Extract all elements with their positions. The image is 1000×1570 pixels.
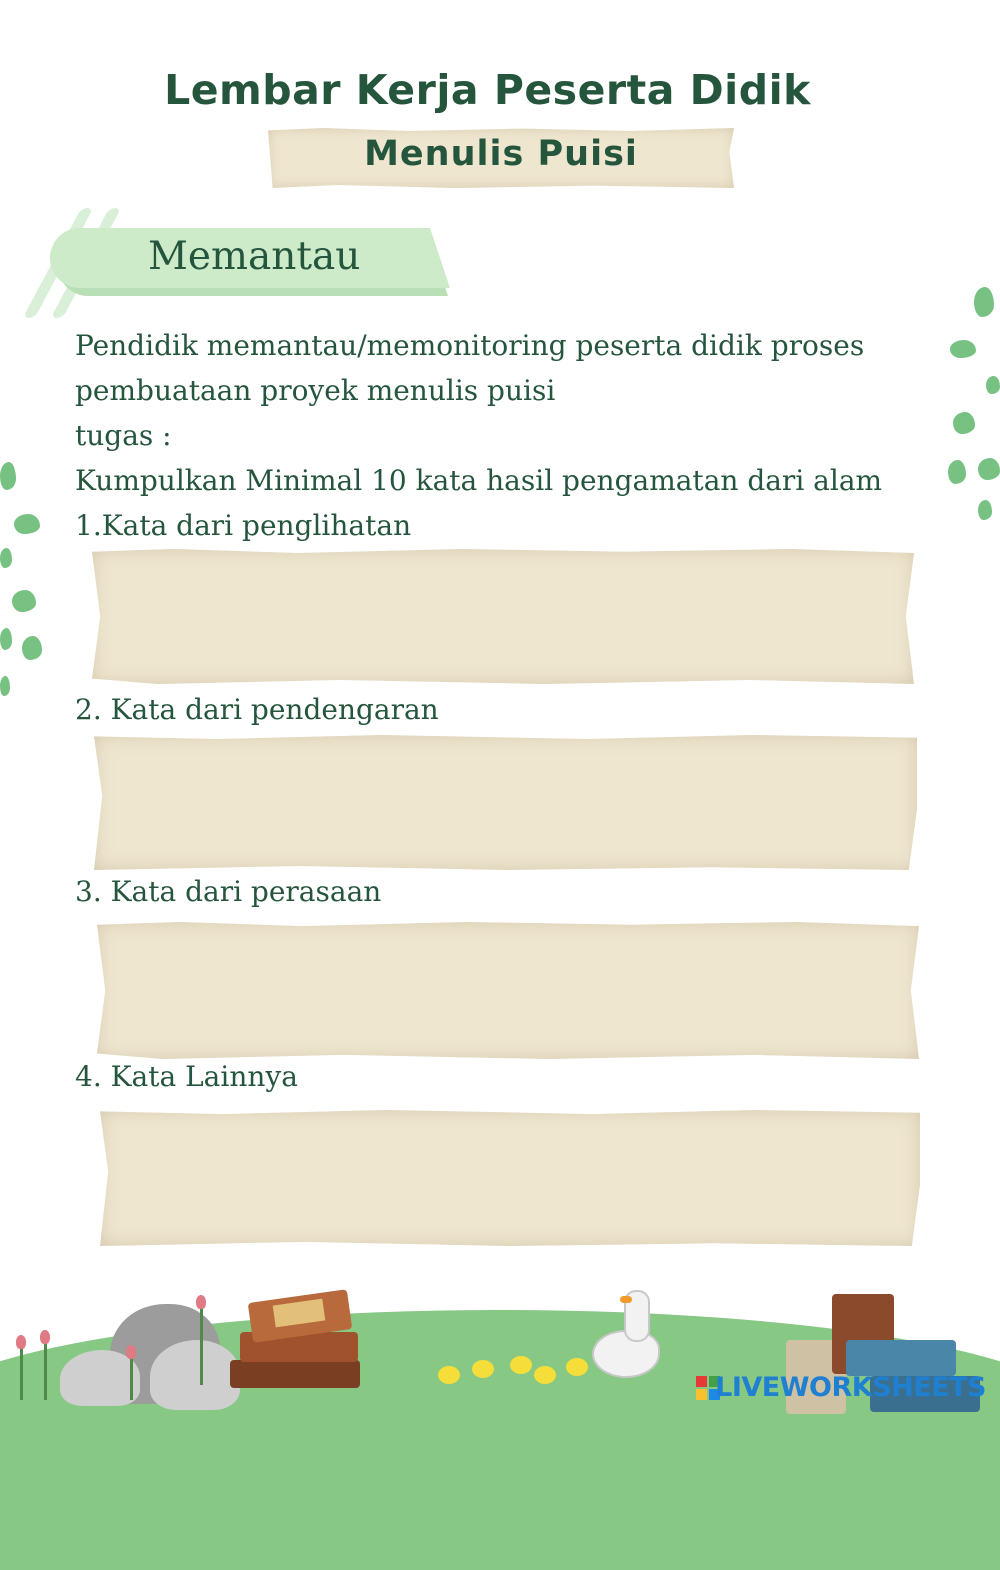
flower-stem <box>200 1305 203 1385</box>
section-banner-label: Memantau <box>148 234 361 279</box>
answer-area-sight[interactable] <box>92 549 914 684</box>
flower-icon <box>126 1345 136 1359</box>
duckling-icon <box>534 1366 556 1384</box>
flower-stem <box>130 1355 133 1400</box>
leaf-icon <box>953 412 975 434</box>
item-label-sight: 1.Kata dari penglihatan <box>75 509 412 542</box>
duckling-icon <box>566 1358 588 1376</box>
rock-icon <box>150 1340 240 1410</box>
leaf-icon <box>974 287 994 317</box>
instruction-text: Kumpulkan Minimal 10 kata hasil pengamatan dari alam <box>75 464 883 497</box>
page-subtitle: Menulis Puisi <box>364 134 638 174</box>
item-label-other: 4. Kata Lainnya <box>75 1060 298 1093</box>
leaf-icon <box>978 500 992 520</box>
intro-line-2: pembuataan proyek menulis puisi <box>75 374 556 407</box>
book-icon <box>230 1360 360 1388</box>
item-label-hearing: 2. Kata dari pendengaran <box>75 693 439 726</box>
task-label: tugas : <box>75 419 172 452</box>
duckling-icon <box>472 1360 494 1378</box>
leaf-icon <box>0 628 12 650</box>
flower-icon <box>196 1295 206 1309</box>
leaf-icon <box>0 676 10 696</box>
leaf-icon <box>948 460 966 484</box>
flower-stem <box>44 1340 47 1400</box>
duck-beak <box>620 1296 632 1303</box>
leaf-icon <box>950 340 976 358</box>
leaf-icon <box>0 548 12 568</box>
flower-icon <box>40 1330 50 1344</box>
item-label-feeling: 3. Kata dari perasaan <box>75 875 382 908</box>
duckling-icon <box>438 1366 460 1384</box>
flower-stem <box>20 1345 23 1400</box>
book-icon <box>846 1340 956 1376</box>
answer-area-hearing[interactable] <box>94 735 917 870</box>
leaf-icon <box>22 636 42 660</box>
page-title: Lembar Kerja Peserta Didik <box>164 66 811 114</box>
leaf-icon <box>986 376 1000 394</box>
answer-area-feeling[interactable] <box>97 922 919 1059</box>
leaf-icon <box>14 514 40 534</box>
leaf-icon <box>0 462 16 490</box>
leaf-icon <box>978 458 1000 480</box>
answer-area-other[interactable] <box>100 1110 920 1246</box>
duckling-icon <box>510 1356 532 1374</box>
flower-icon <box>16 1335 26 1349</box>
leaf-icon <box>12 590 36 612</box>
watermark-text: LIVEWORKSHEETS <box>715 1372 986 1403</box>
intro-line-1: Pendidik memantau/memonitoring peserta didik proses <box>75 329 865 362</box>
